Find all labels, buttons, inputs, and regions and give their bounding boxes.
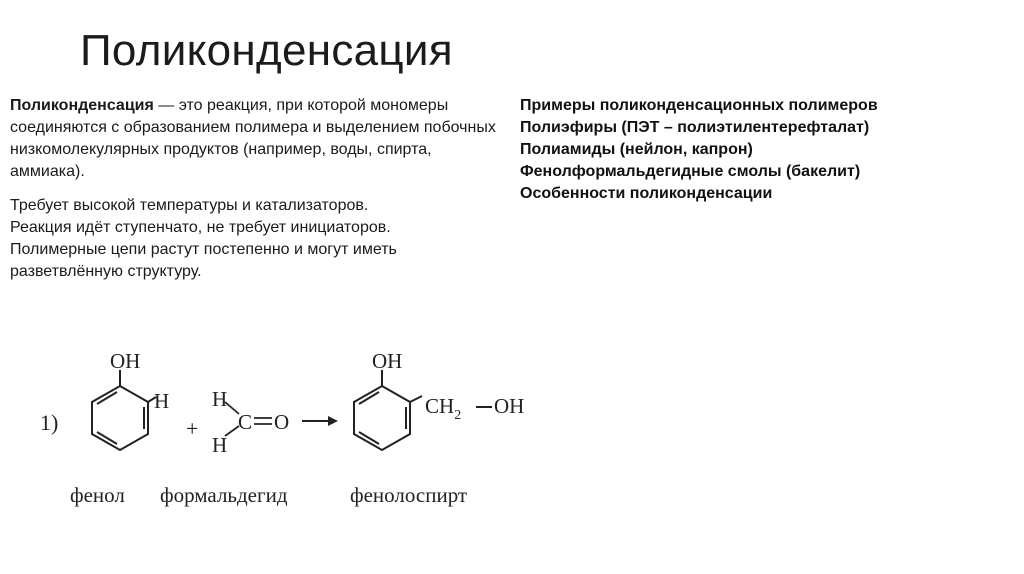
conditions-line-2: Реакция идёт ступенчато, не требует инициаторов. (10, 219, 391, 236)
caption-phenol: фенол (70, 483, 125, 507)
definition-text: — это реакция, при которой мономеры соединяются с образованием полимера и выделением побочных низкомолекулярных продуктов (например, воды, спирта, аммиака). (10, 97, 496, 180)
formaldehyde-h-top: H (212, 387, 228, 411)
example-polyamides: Полиамиды (нейлон, капрон) (520, 141, 753, 158)
example-phenol-resins: Фенолформальдегидные смолы (бакелит) (520, 163, 861, 180)
definition-term: Поликонденсация (10, 97, 154, 114)
reaction-diagram (30, 340, 570, 530)
formaldehyde-h-bottom: H (212, 433, 228, 457)
definition-paragraph (10, 95, 500, 183)
example-polyesters: Полиэфиры (ПЭТ – полиэтилентерефталат) (520, 119, 870, 136)
formaldehyde-c-label: C (238, 410, 253, 434)
conditions-paragraph (10, 195, 500, 283)
reaction-arrow (302, 416, 338, 426)
alcohol-oh-label: OH (494, 394, 525, 418)
caption-formaldehyde: формальдегид (160, 483, 288, 507)
reaction-number: 1) (40, 410, 59, 435)
formaldehyde-o-label: O (274, 410, 290, 434)
conditions-line-1: Требует высокой температуры и катализаторов. (10, 197, 369, 214)
phenol-ring (92, 386, 148, 450)
phenol-alcohol-ring (354, 386, 410, 450)
ch2-label: $CH_2$ (425, 394, 462, 423)
conditions-line-3: Полимерные цепи растут постепенно и могут иметь разветвлённую структуру. (10, 241, 397, 280)
examples-heading: Примеры поликонденсационных полимеров (520, 97, 878, 114)
definition-block (10, 95, 500, 295)
features-heading: Особенности поликонденсации (520, 185, 773, 202)
reaction-scheme (30, 340, 570, 530)
plus-sign: + (186, 416, 199, 441)
examples-list (520, 95, 1000, 205)
phenol-alcohol-molecule (354, 370, 492, 450)
phenol-oh-label: OH (110, 349, 141, 373)
phenol-molecule (92, 370, 156, 450)
phenol-h-label: H (154, 389, 170, 413)
caption-phenol-alcohol: фенолоспирт (350, 483, 468, 507)
phenol-alcohol-oh-label: OH (372, 349, 403, 373)
page-title: Поликонденсация (80, 26, 453, 75)
